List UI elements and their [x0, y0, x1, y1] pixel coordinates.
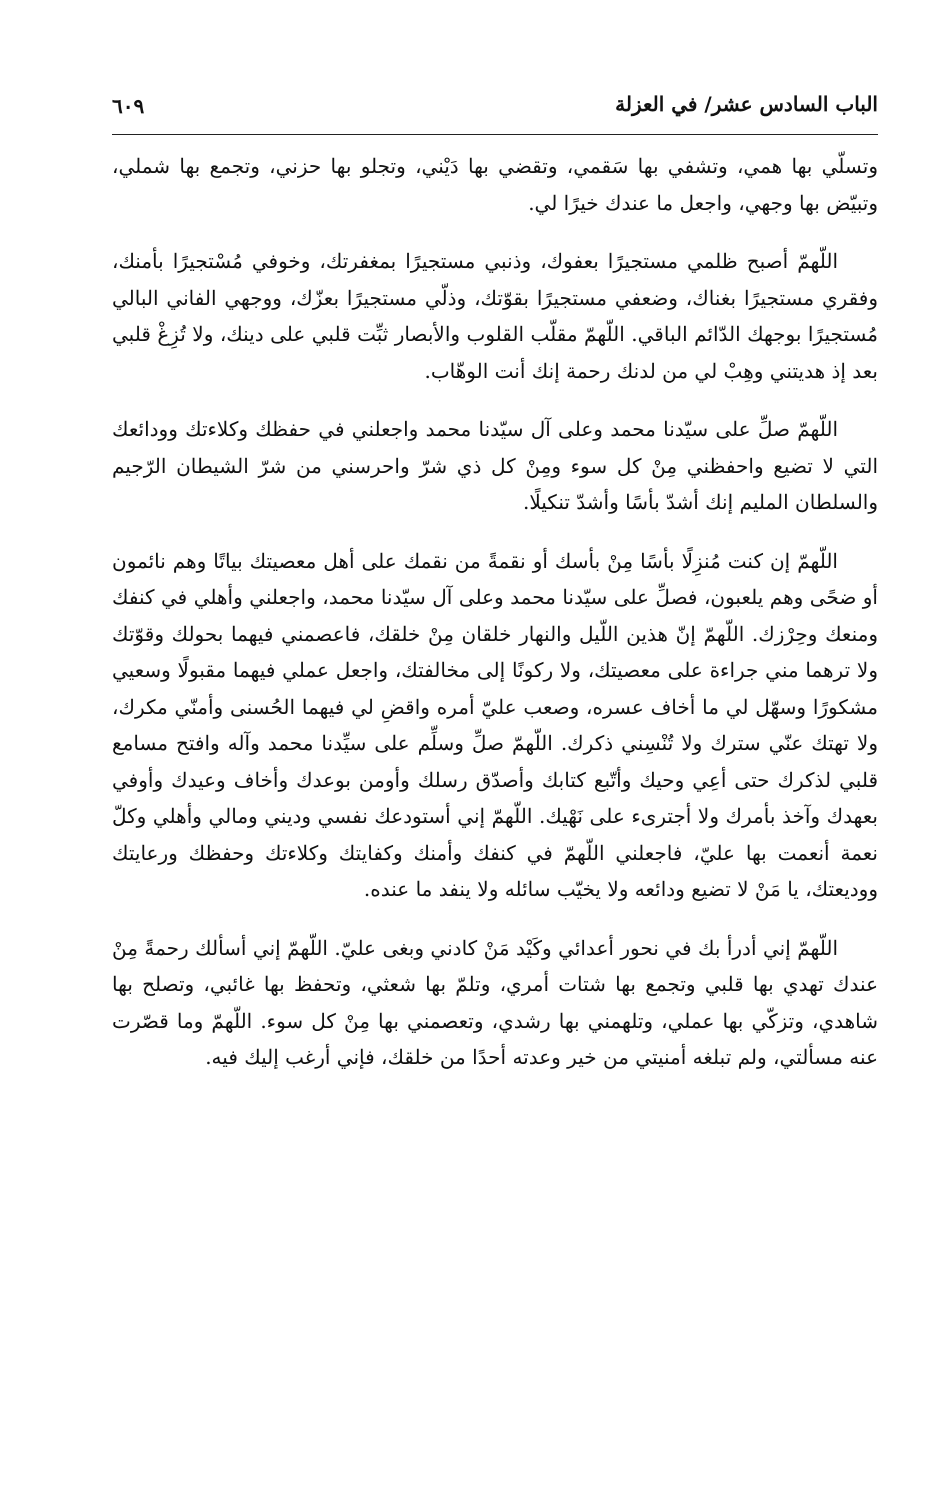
paragraph-1: وتسلّي بها همي، وتشفي بها سَقمي، وتقضي بها دَيْني، وتجلو بها حزني، وتجمع بها شملي، وتبيّض بها وجهي، واجعل ما عندك خيرًا لي. — [112, 154, 878, 215]
running-title: الباب السادس عشر/ في العزلة — [615, 92, 878, 116]
paragraph-5: اللّهمّ إني أدرأ بك في نحور أعدائي وكَيْد مَنْ كادني وبغى عليّ. اللّهمّ إني أسألك رحمةً مِنْ عندك تهدي بها قلبي وتجمع بها شتات أمري، وتلمّ بها شعثي، وتحفظ بها غائبي، وتصلح بها شاهدي، وتزكّي بها عملي، وتلهمني بها رشدي، وتعصمني بها مِنْ كل سوء. اللّهمّ وما قصّرت عنه مسألتي، ولم تبلغه أمنيتي من خير وعدته أحدًا من خلقك، فإني أرغب إليك فيه. — [112, 935, 878, 1069]
paragraph-4: اللّهمّ إن كنت مُنزِلًا بأسًا مِنْ بأسك أو نقمةً من نقمك على أهل معصيتك بياتًا وهم نائمون أو ضحًى وهم يلعبون، فصلِّ على سيّدنا محمد وعلى آل سيّدنا محمد، واجعلني وأهلي في كنفك ومنعك وحِرْزك. اللّهمّ إنّ هذين اللّيل والنهار خلقان مِنْ خلقك، فاعصمني فيهما بحولك وقوّتك ولا ترهما مني جراءة على معصيتك، ولا ركونًا إلى مخالفتك، واجعل عملي فيهما مقبولًا وسعيي مشكورًا وسهّل لي ما أخاف عسره، وصعب عليّ أمره واقضِ لي فيهما الحُسنى وأمنّي مكرك، ولا تهتك عنّي سترك ولا تُنْسِني ذكرك. اللّهمّ صلِّ وسلِّم على سيِّدنا محمد وآله وافتح مسامع قلبي لذكرك حتى أعِي وحيك وأتّبع كتابك وأصدّق رسلك وأومن بوعدك وأخاف وعيدك وأوفي بعهدك وآخذ بأمرك ولا أجترىء على نَهْيك. اللّهمّ إني أستودعك نفسي وديني ومالي وأهلي وكلّ نعمة أنعمت بها عليّ، فاجعلني اللّهمّ في كنفك وأمنك وكفايتك وكلاءتك وحفظك ورعايتك ووديعتك، يا مَنْ لا تضيع ودائعه ولا يخيّب سائله ولا ينفد ما عنده. — [112, 548, 878, 901]
body-text — [112, 148, 878, 1098]
page-number: ٦٠٩ — [112, 94, 145, 118]
page-header — [112, 88, 878, 132]
paragraph-3: اللّهمّ صلِّ على سيّدنا محمد وعلى آل سيّدنا محمد واجعلني في حفظك وكلاءتك وودائعك التي لا تضيع واحفظني مِنْ كل سوء ومِنْ كل ذي شرّ واحرسني من شرّ الشيطان الرّجيم والسلطان المليم إنك أشدّ بأسًا وأشدّ تنكيلًا. — [112, 417, 878, 514]
header-divider — [112, 134, 878, 135]
paragraph-2: اللّهمّ أصبح ظلمي مستجيرًا بعفوك، وذنبي مستجيرًا بمغفرتك، وخوفي مُسْتجيرًا بأمنك، وفقري مستجيرًا بغناك، وضعفي مستجيرًا بقوّتك، وذلّي مستجيرًا بعزّك، ووجهي الفاني البالي مُستجيرًا بوجهك الدّائم الباقي. اللّهمّ مقلّب القلوب والأبصار ثبِّت قلبي على دينك، ولا تُزِغْ قلبي بعد إذ هديتني وهِبْ لي من لدنك رحمة إنك أنت الوهّاب. — [112, 249, 878, 383]
